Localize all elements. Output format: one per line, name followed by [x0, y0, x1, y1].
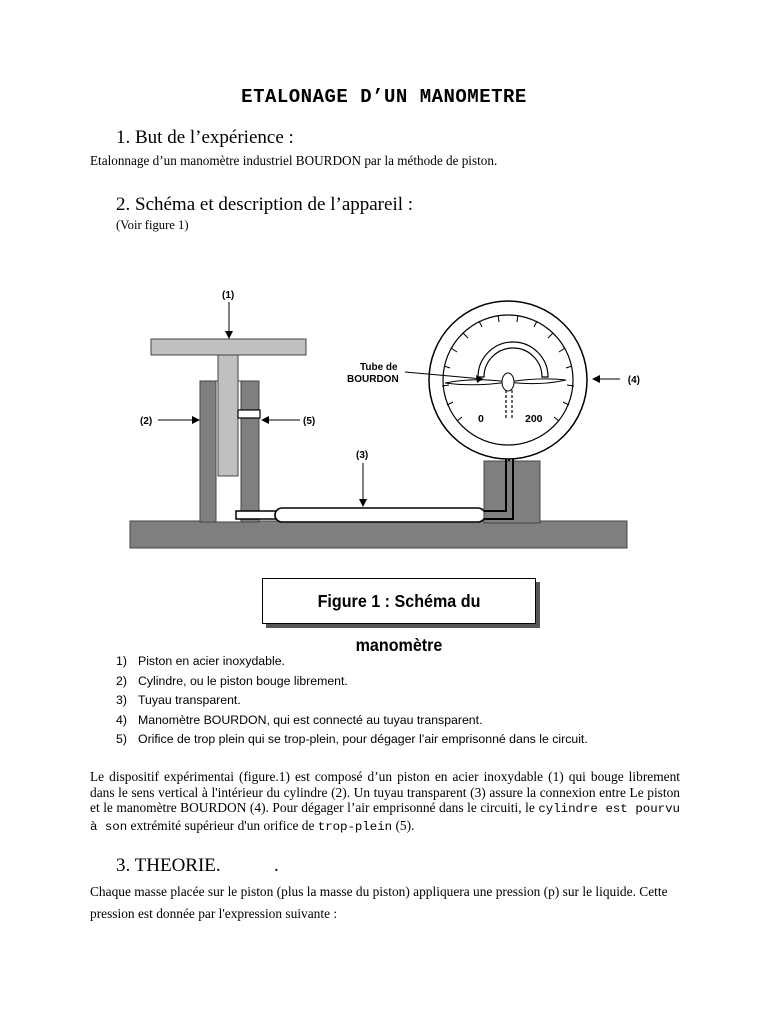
- overflow-orifice: [238, 410, 260, 418]
- description-paragraph: Le dispositif expérimentai (figure.1) est composé d’un piston en acier inoxydable (1) qui bouge librement dans le sens vertical à l'intérieur du cylindre (2). Un tuyau transparent (3) assure la connexion entre Le piston et le manomètre BOURDON (4). Pour dégager l’air emprisonné dans le circuiti, le cylindre est pourvu à son extrémité supérieur d'un orifice de trop-plein (5).: [90, 769, 680, 834]
- tube-label-line2: BOURDON: [347, 374, 399, 385]
- gauge-label-zero: 0: [478, 413, 484, 425]
- document-title: ETALONAGE D’UN MANOMETRE: [241, 86, 527, 108]
- callout-3: (3): [356, 450, 369, 461]
- section-3-text: Chaque masse placée sur le piston (plus la masse du piston) appliquera une pression (p) sur le liquide. Cette pression est donnée par l'expression suivante :: [90, 884, 668, 921]
- section-2-heading: 2. Schéma et description de l’appareil :: [116, 194, 414, 215]
- gauge-pivot: [502, 373, 514, 391]
- callout-1: (1): [222, 290, 235, 301]
- list-item: 5) Orifice de trop plein qui se trop-plein, pour dégager l’air emprisonné dans le circuit.: [116, 732, 588, 747]
- figure-reference-note: (Voir figure 1): [116, 218, 189, 232]
- piston-rod: [218, 355, 238, 476]
- list-item: 4) Manomètre BOURDON, qui est connecté au tuyau transparent.: [116, 712, 483, 727]
- gauge-label-max: 200: [525, 413, 543, 425]
- outlet-pipe: [236, 511, 276, 519]
- manometer-diagram: [120, 278, 640, 558]
- list-item: 2) Cylindre, ou le piston bouge librement.: [116, 673, 348, 688]
- callout-4: (4): [627, 375, 640, 386]
- section-1-heading: 1. But de l’expérience :: [116, 127, 294, 148]
- callout-5: (5): [303, 416, 316, 427]
- component-list: [116, 652, 588, 750]
- figure-caption: Figure 1 : Schéma du manomètre: [317, 591, 481, 655]
- piston-plate: [151, 339, 306, 355]
- transparent-tube: [275, 508, 485, 522]
- figure-caption-box: [262, 578, 536, 655]
- callout-2: (2): [140, 416, 153, 427]
- tube-label-line1: Tube de: [360, 362, 398, 373]
- section-3-heading: 3. THEORIE.: [116, 855, 221, 876]
- base-plate: [130, 521, 627, 548]
- section-3-dot: .: [274, 855, 279, 876]
- list-item: 1) Piston en acier inoxydable.: [116, 654, 285, 668]
- section-1-text: Etalonnage d’un manomètre industriel BOURDON par la méthode de piston.: [90, 153, 498, 168]
- list-item: 3) Tuyau transparent.: [116, 693, 241, 708]
